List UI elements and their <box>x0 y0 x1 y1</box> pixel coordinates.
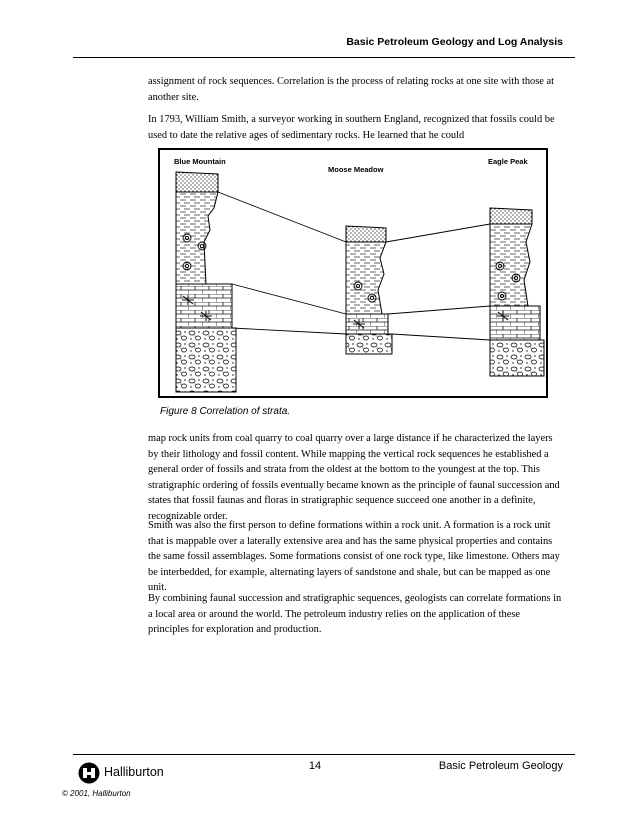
column-label-moose-meadow: Moose Meadow <box>328 165 384 174</box>
paragraph-william-smith: In 1793, William Smith, a surveyor working in southern England, recognized that fossils could be used to date the relative ages of sedimentary rocks. He learned that he could <box>148 114 555 141</box>
column-label-blue-mountain: Blue Mountain <box>174 157 226 166</box>
strata-diagram <box>160 150 546 396</box>
column-label-eagle-peak: Eagle Peak <box>488 157 528 166</box>
header-rule <box>73 57 575 58</box>
column-moose-meadow <box>346 226 392 354</box>
footer-rule <box>73 754 575 755</box>
footer-book-title: Basic Petroleum Geology <box>438 760 563 772</box>
correlation-figure <box>158 148 548 398</box>
copyright: © 2001, Halliburton <box>62 789 131 798</box>
paragraph-intro: assignment of rock sequences. Correlation is the process of relating rocks at one site with those at another site. <box>148 76 554 103</box>
halliburton-logo-icon <box>78 762 100 784</box>
column-eagle-peak <box>490 208 544 376</box>
page-number: 14 <box>308 760 322 772</box>
paragraph-correlation: By combining faunal succession and stratigraphic sequences, geologists can correlate formations in a local area or around the world. The petroleum industry relies on the application of these principles for exploration and production. <box>148 593 562 636</box>
paragraph-faunal-succession: map rock units from coal quarry to coal quarry over a large distance if he characterized the layers by their lithology and fossil content. While mapping the vertical rock sequences he established a general order of fossils and strata from the oldest at the bottom to the youngest at the top. This stratigraphic ordering of fossils eventually became known as the principle of faunal succession and states that fossil faunas and floras in stratigraphic sequence succeed one another in a definite, recognizable order. <box>148 433 560 522</box>
footer-company: Halliburton <box>104 765 164 779</box>
column-blue-mountain <box>176 172 236 392</box>
figure-caption: Figure 8 Correlation of strata. <box>160 406 291 417</box>
running-header: Basic Petroleum Geology and Log Analysis <box>346 36 563 48</box>
paragraph-formations: Smith was also the first person to define formations within a rock unit. A formation is a rock unit that is mappable over a laterally extensive area and has the same physical properties and contains the same fossil assemblages. Some formations consist of one rock type, like limestone. Others may be interbedded, for example, alternating layers of sandstone and shale, but can be mapped as one unit. <box>148 520 560 594</box>
